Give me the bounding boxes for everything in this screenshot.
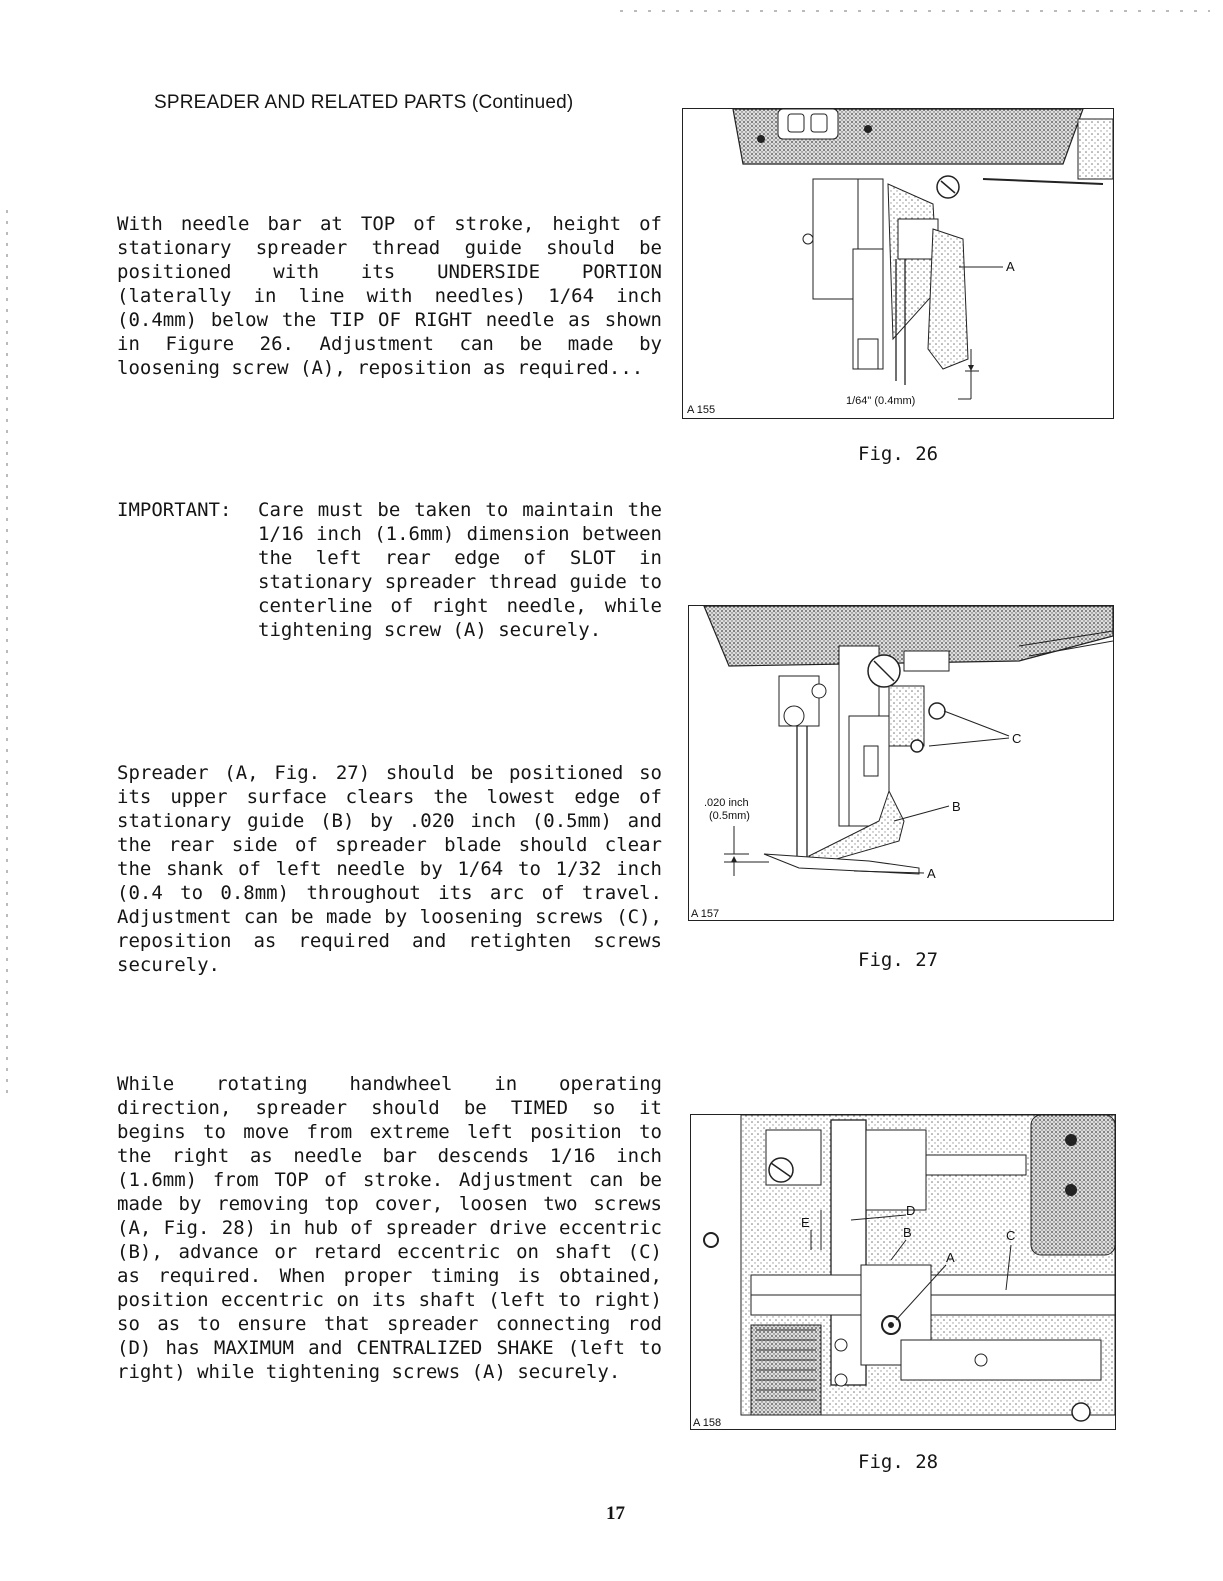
fig28-code: A 158 bbox=[693, 1417, 722, 1429]
figure-26 bbox=[682, 108, 1114, 419]
paragraph-spreader-timing: While rotating handwheel in operating direction, spreader should be TIMED so it begins to move from extreme left position to the right as needle bar descends 1/16 inch (1.6mm) from TOP of stroke. Adjustment can be made by removing top cover, loosen two screws (A, Fig. 28) in hub of spreader drive eccentric (B), advance or retard eccentric on shaft (C) as required. When proper timing is obtained, position eccentric on its shaft (left to right) so as to ensure that spreader connecting rod (D) has MAXIMUM and CENTRALIZED SHAKE (left to right) while tightening screws (A) securely. bbox=[117, 1073, 662, 1383]
fig27-dimension-inch: .020 inch bbox=[704, 797, 749, 809]
fig27-label-c: C bbox=[1012, 731, 1022, 746]
figure-26-caption: Fig. 26 bbox=[858, 443, 939, 465]
figure-27 bbox=[688, 605, 1114, 921]
fig28-label-b: B bbox=[903, 1225, 912, 1240]
figure-27-illustration bbox=[689, 606, 1113, 920]
figure-28 bbox=[690, 1114, 1116, 1430]
fig28-label-c: C bbox=[1006, 1228, 1016, 1243]
fig26-dimension-label: 1/64" (0.4mm) bbox=[846, 395, 916, 407]
figure-28-illustration bbox=[691, 1115, 1115, 1429]
scan-artifact-top bbox=[620, 10, 1210, 12]
figure-26-illustration bbox=[683, 109, 1113, 418]
page-number: 17 bbox=[606, 1503, 625, 1524]
paragraph-spreader-position: Spreader (A, Fig. 27) should be positioned so its upper surface clears the lowest edge of stationary guide (B) by .020 inch (0.5mm) and the rear side of spreader blade should clear the shank of left needle by 1/64 to 1/32 inch (0.4 to 0.8mm) throughout its arc of travel. Adjustment can be made by loosening screws (C), reposition as required and retighten screws securely. bbox=[117, 762, 662, 976]
fig28-label-a: A bbox=[946, 1250, 955, 1265]
important-label: IMPORTANT: bbox=[117, 499, 232, 521]
fig26-label-a: A bbox=[1006, 259, 1015, 274]
figure-28-caption: Fig. 28 bbox=[858, 1451, 939, 1473]
fig27-code: A 157 bbox=[691, 908, 720, 920]
section-title: SPREADER AND RELATED PARTS (Continued) bbox=[154, 92, 574, 113]
fig28-label-d: D bbox=[906, 1203, 916, 1218]
fig27-label-b: B bbox=[952, 799, 961, 814]
fig27-dimension-mm: (0.5mm) bbox=[709, 810, 750, 822]
figure-27-caption: Fig. 27 bbox=[858, 949, 939, 971]
fig27-label-a: A bbox=[927, 866, 936, 881]
fig28-label-e: E bbox=[801, 1215, 810, 1230]
paragraph-spreader-height: With needle bar at TOP of stroke, height of stationary spreader thread guide should be positioned with its UNDERSIDE PORTION (laterally in line with needles) 1/64 inch (0.4mm) below the TIP OF RIGHT needle as shown in Figure 26. Adjustment can be made by loosening screw (A), reposition as required... bbox=[117, 213, 662, 379]
paragraph-important-note: Care must be taken to maintain the 1/16 inch (1.6mm) dimension between the left rear edge of SLOT in stationary spreader thread guide to centerline of right needle, while tightening screw (A) securely. bbox=[258, 499, 662, 641]
scan-artifact-margin bbox=[6, 210, 8, 1100]
fig26-code: A 155 bbox=[687, 404, 716, 416]
